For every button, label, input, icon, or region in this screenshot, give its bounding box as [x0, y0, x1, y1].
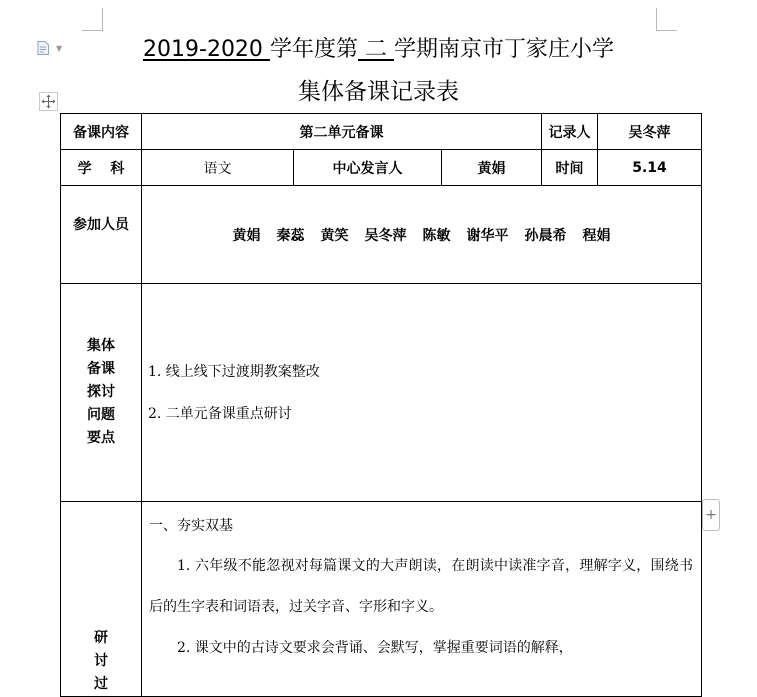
time-label: 时间	[542, 150, 598, 186]
discussion-label: 研 讨 过	[61, 502, 142, 697]
page-subtitle: 集体备课记录表	[298, 79, 459, 105]
table-row	[61, 114, 702, 150]
title-text-1: 学年度第	[269, 37, 358, 62]
topic-item: 1. 线上线下过渡期教案整改	[148, 363, 320, 380]
discussion-paragraph: 1. 六年级不能忽视对每篇课文的大声朗读，在朗读中读准字音，理解字义，围绕书后的生字表和词语表，过关字音、字形和字义。	[149, 558, 694, 615]
lesson-record-table	[60, 113, 702, 697]
participant-name: 黄笑	[320, 227, 349, 244]
recorder-value[interactable]: 吴冬萍	[598, 114, 702, 150]
topic-item: 2. 二单元备课重点研讨	[148, 405, 292, 422]
table-row	[61, 150, 702, 186]
discussion-paragraph: 2. 课文中的古诗文要求会背诵、会默写，掌握重要词语的解释，	[177, 640, 573, 656]
page-corner-mark-right	[656, 8, 677, 31]
recorder-label: 记录人	[542, 114, 598, 150]
time-value[interactable]: 5.14	[598, 150, 702, 186]
participant-name: 谢华平	[466, 227, 509, 244]
page-corner-mark-left	[82, 8, 103, 31]
content-label: 备课内容	[61, 114, 142, 150]
participant-name: 秦蕊	[276, 227, 305, 244]
topics-label: 集体 备课 探讨 问题 要点	[61, 284, 142, 502]
table-row	[61, 502, 702, 697]
table-row	[61, 284, 702, 502]
participant-name: 孙晨希	[524, 227, 567, 244]
topics-content[interactable]	[142, 284, 702, 502]
discussion-heading: 一、夯实双基	[149, 518, 233, 534]
speaker-value[interactable]: 黄娟	[442, 150, 542, 186]
chevron-down-icon[interactable]: ▼	[56, 44, 63, 53]
title-semester: 二	[357, 37, 394, 62]
speaker-label: 中心发言人	[294, 150, 442, 186]
subject-label: 学 科	[61, 150, 142, 186]
discussion-content[interactable]	[142, 502, 702, 697]
title-text-2: 学期南京市丁家庄小学	[393, 37, 614, 62]
plus-icon: +	[705, 507, 717, 523]
content-value[interactable]: 第二单元备课	[142, 114, 542, 150]
participants-list[interactable]	[142, 186, 702, 284]
participant-name: 陈敏	[422, 227, 451, 244]
add-row-button[interactable]	[702, 499, 720, 531]
participant-name: 黄娟	[232, 227, 261, 244]
table-row	[61, 186, 702, 284]
participant-name: 程娟	[582, 227, 611, 244]
title-year: 2019-2020	[143, 37, 270, 62]
participants-label: 参加人员	[61, 186, 142, 284]
subject-value[interactable]: 语文	[142, 150, 294, 186]
participant-name: 吴冬萍	[364, 227, 407, 244]
page-title	[0, 35, 757, 65]
